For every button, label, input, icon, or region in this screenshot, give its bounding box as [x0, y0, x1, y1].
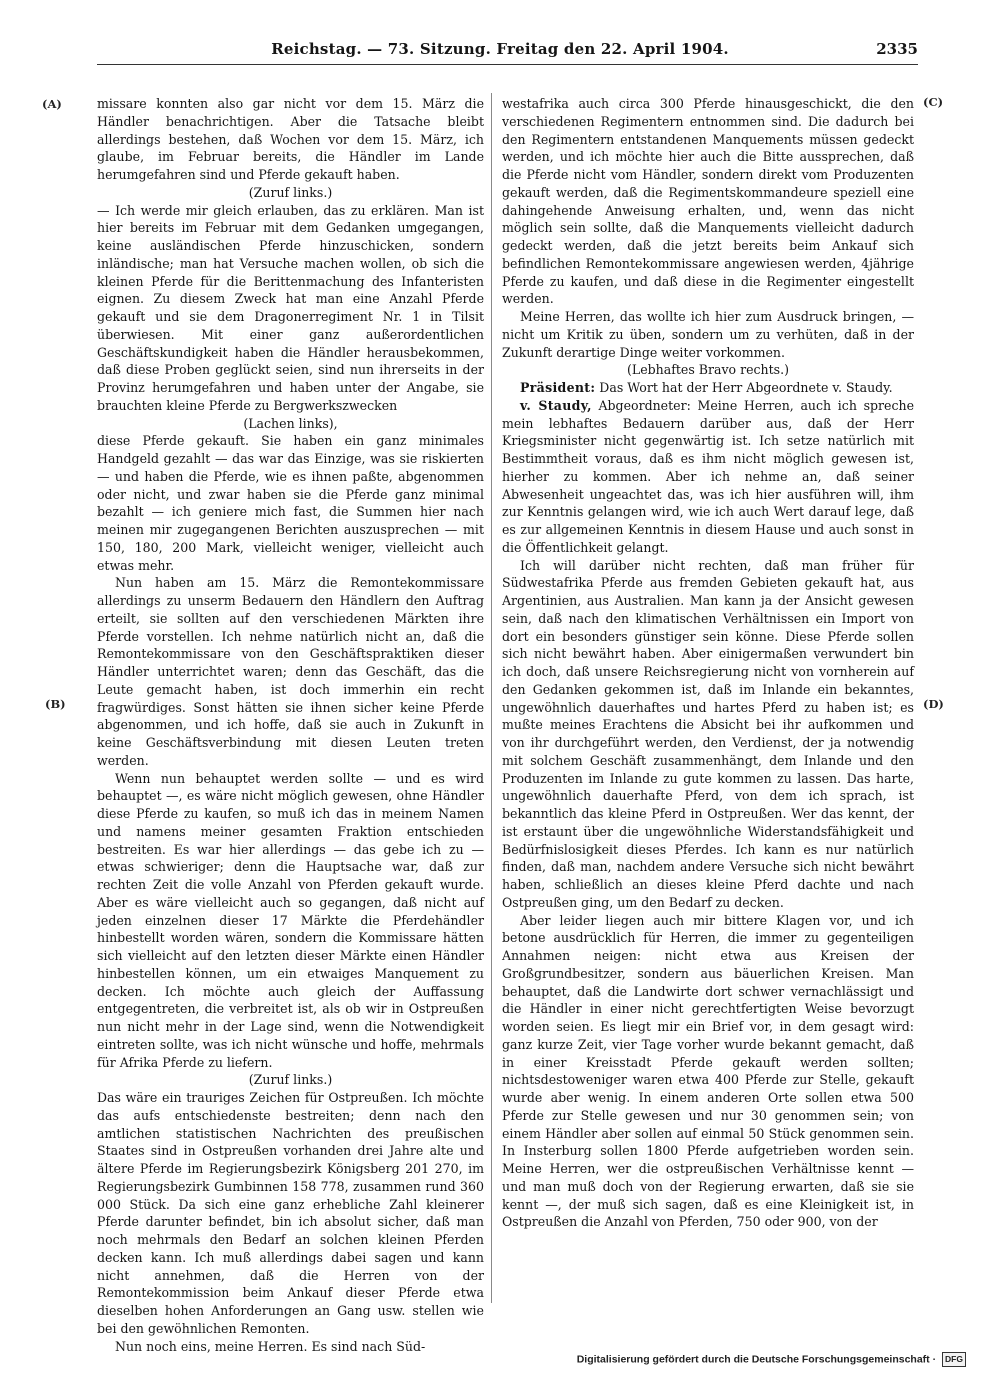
body-paragraph: — Ich werde mir gleich erlauben, das zu erklären. Man ist hier bereits im Februar mit dem Gedanken umgegangen, keine ausländischen Pferde hinzuschicken, sondern inländische; man hat Versuche machen wollen, ob sich die kleinen Pferde für die Berittenmachung des Infanteristen eignen. Zu diesem Zweck hat man eine Anzahl Pferde gekauft und sie dem Dragonerregiment Nr. 1 in Tilsit überwiesen. Mit einer ganz außerordentlichen Geschäftskundigkeit haben die Händler herausbekommen, daß diese Proben geglückt seien, sind nun ihrerseits in der Provinz herumgefahren und haben unter der Angabe, sie brauchten kleine Pferde zu Bergwerkszwecken [97, 202, 484, 413]
header-rule [97, 64, 918, 65]
margin-label-d: (D) [923, 697, 944, 711]
footer-text: Digitalisierung gefördert durch die Deutsche Forschungsgemeinschaft · [576, 1353, 937, 1366]
body-paragraph: westafrika auch circa 300 Pferde hinausgeschickt, die den verschiedenen Regimentern entnommen sind. Die dadurch bei den Regimentern entstandenen Manquements müssen gedeckt werden, und ich möchte hier auch die Bitte aussprechen, daß die Pferde nicht vom Händler, sondern direkt vom Produzenten gekauft werden, daß die Regimentskommandeure speziell eine dahingehende Anweisung erhalten, und, wenn das nicht möglich sein sollte, daß die Manquements vielleicht dadurch gedeckt werden, daß die jetzt bereits beim Ankauf sich befindlichen Remontekommissare angewiesen werden, 4jährige Pferde zu kaufen, und daß diese in die Regimenter eingestellt werden. [502, 96, 914, 307]
margin-label-a: (A) [42, 97, 62, 111]
dfg-logo: DFG [942, 1352, 966, 1367]
page-number: 2335 [876, 40, 918, 58]
body-paragraph: Nun noch eins, meine Herren. Es sind nach Süd- [115, 1338, 426, 1354]
margin-label-b: (B) [45, 697, 66, 711]
column-divider [491, 93, 492, 1303]
body-paragraph: missare konnten also gar nicht vor dem 15. März die Händler benachrichtigen. Aber die Tatsache bleibt allerdings bestehen, daß Wochen vor dem 15. März, ich glaube, im Februar bereits, die Händler im Lande herumgefahren sind und Pferde gekauft haben. [97, 96, 484, 182]
speech-text: Abgeordneter: Meine Herren, auch ich spreche mein lebhaftes Bedauern darüber aus, daß der Herr Kriegsminister nicht gegenwärtig ist. Ich setze natürlich mit Bestimmtheit voraus, daß es ihm nicht möglich gewesen ist, hierher zu kommen. Aber ich nehme an, daß seiner Abwesenheit ungeachtet das, was ich hier ausführen will, ihm zur Kenntnis gelangen wird, wie ich auch Wert darauf lege, daß es zur allgemeinen Kenntnis in diesem Hause und auch sonst in die Öffentlichkeit gelangt. [502, 397, 915, 555]
interjection: (Lebhaftes Bravo rechts.) [626, 362, 789, 378]
interjection: (Zuruf links.) [248, 1072, 333, 1088]
speech-paragraph [502, 397, 914, 557]
body-paragraph: diese Pferde gekauft. Sie haben ein ganz minimales Handgeld gezahlt — das war das Einzige, was sie riskierten — und haben die Pferde, wie es ihnen paßte, abgenommen oder nicht, und zwar haben sie die Pferde ganz minimal bezahlt — ich geniere mich fast, die Summen hier nach meinen mir zugegangenen Berichten auszusprechen — mit 150, 180, 200 Mark, vielleicht weniger, vielleicht auch etwas mehr. [97, 433, 484, 573]
speech-text: Das Wort hat der Herr Abgeordnete v. Staudy. [595, 380, 893, 395]
page-header [0, 40, 1000, 80]
body-paragraph: Wenn nun behauptet werden sollte — und es wird behauptet —, es wäre nicht möglich gewesen, ohne Händler diese Pferde zu kaufen, so muß ich das in meinem Namen und namens meiner gesamten Fraktion entschieden bestreiten. Es war hier allerdings — das gebe ich zu — etwas schwieriger; denn die Hauptsache war, daß zur rechten Zeit die volle Anzahl von Pferden gekauft wurde. Aber es wäre vielleicht auch so gegangen, daß nicht auf jeden einzelnen dieser 17 Märkte die Pferdehändler hinbestellt worden wären, sondern die Kommissare hätten sich vielleicht auf den letzten dieser Märkte einen Händler hinbestellen können, um ein etwaiges Manquement zu decken. Ich möchte auch gleich der Auffassung entgegentreten, die verbreitet ist, als ob wir in Ostpreußen nun nicht mehr in der Lage sind, wenn die Notwendigkeit eintreten sollte, was ich nicht wünsche und hoffe, mehrmals für Afrika Pferde zu liefern. [97, 770, 484, 1070]
body-paragraph: Das wäre ein trauriges Zeichen für Ostpreußen. Ich möchte das aufs entschiedenste bestreiten; denn nach den amtlichen statistischen Nachrichten des preußischen Staates sind in Ostpreußen vorhanden drei Jahre alte und ältere Pferde im Regierungsbezirk Königsberg 201 270, im Regierungsbezirk Gumbinnen 158 778, zusammen rund 360 000 Stück. Da sich eine ganz erhebliche Zahl kleinerer Pferde darunter befindet, bin ich absolut sicher, daß man noch mehrmals den Bedarf an solchen kleinen Pferden decken kann. Ich muß allerdings dabei sagen und kann nicht annehmen, daß die Herren von der Remontekommission beim Ankauf dieser Pferde etwa dieselben hohen Anforderungen an Gang usw. stellen wie bei den gewöhnlichen Remonten. [97, 1090, 484, 1336]
speech-paragraph [502, 379, 914, 397]
running-title: Reichstag. — 73. Sitzung. Freitag den 22. April 1904. [271, 40, 729, 58]
body-paragraph: Ich will darüber nicht rechten, daß man früher für Südwestafrika Pferde aus fremden Gebieten gekauft hat, aus Argentinien, aus Australien. Man kann ja der Ansicht gewesen sein, daß nach den klimatischen Verhältnissen ein Import von dort ein besonders günstiger sein könne. Diese Pferde sollen sich nicht bewährt haben. Aber einigermaßen verwundert bin ich doch, daß unsere Reichsregierung nicht von vornherein auf den Gedanken gekommen ist, daß im Inlande ein bekanntes, ungewöhnlich dauerhaftes und hartes Pferd zu haben ist; es mußte meines Erachtens die Absicht bei ihr aufkommen und von ihr durchgeführt werden, den Verdienst, der ja notwendig mit solchem Geschäft zusammenhängt, dem Inlande und den Produzenten im Inlande zu gute kommen zu lassen. Das harte, ungewöhnlich dauerhafte Pferd, von dem ich sprach, ist bekanntlich das kleine Pferd in Ostpreußen. Wer das kennt, der ist erstaunt über die ungewöhnliche Widerstandsfähigkeit und Bedürfnislosigkeit dieses Pferdes. Ich kann es nur natürlich finden, daß man, nachdem andere Versuche sich nicht bewährt haben, schließlich an dieses kleine Pferd dachte und nach Ostpreußen ging, um den Bedarf zu decken. [502, 557, 914, 910]
margin-label-c: (C) [923, 95, 944, 109]
footer-credit [577, 1352, 966, 1367]
body-paragraph: Meine Herren, das wollte ich hier zum Ausdruck bringen, — nicht um Kritik zu üben, sondern um zu verhüten, daß in der Zukunft derartige Dinge weiter vorkommen. [502, 309, 914, 360]
body-paragraph: Nun haben am 15. März die Remontekommissare allerdings zu unserm Bedauern den Händlern den Auftrag erteilt, sie sollten auf den verschiedenen Märkten ihre Pferde vorstellen. Ich nehme natürlich nicht an, daß die Remontekommissare von den Geschäftspraktiken dieser Händler unterrichtet waren; denn das Geschäft, das die Leute gemacht haben, ist doch immerhin ein recht fragwürdiges. Sonst hätten sie ihnen sicher keine Pferde abgenommen, und ich hoffe, daß sie auch in Zukunft in keine Geschäftsverbindung mit diesen Leuten treten werden. [97, 575, 484, 768]
right-column [502, 95, 914, 1231]
interjection: (Zuruf links.) [248, 184, 333, 200]
left-column [97, 95, 484, 1355]
speaker-name: Präsident: [520, 380, 596, 395]
body-paragraph: Aber leider liegen auch mir bittere Klagen vor, und ich betone ausdrücklich für Herren, die immer zu gegenteiligen Annahmen neigen: nicht etwa aus Kreisen der Großgrundbesitzer, sondern aus bäuerlichen Kreisen. Man behauptet, daß die Landwirte dort schwer vernachlässigt und die Händler in einer nicht gerechtfertigten Weise bevorzugt worden seien. Es liegt mir ein Brief vor, in dem gesagt wird: ganz kurze Zeit, vier Tage vorher wurde bekannt gemacht, daß in einer Kreisstadt Pferde gekauft werden sollten; nichtsdestoweniger waren etwa 400 Pferde zur Stelle, gekauft wurde aber wenig. In einem anderen Orte sollen etwa 500 Pferde zur Stelle gewesen und nur 30 genommen sein; von einem Händler aber sollen auf einmal 50 Stück genommen sein. In Insterburg sollen 1800 Pferde aufgetrieben worden sein. Meine Herren, wer die ostpreußischen Verhältnisse kennt — und man muß doch von der Regierung erwarten, daß sie sie kennt —, der muß sich sagen, daß es eine Kleinigkeit ist, in Ostpreußen die Anzahl von Pferden, 750 oder 900, von der [502, 912, 914, 1230]
interjection: (Lachen links), [243, 415, 338, 431]
speaker-name: v. Staudy, [520, 397, 592, 413]
